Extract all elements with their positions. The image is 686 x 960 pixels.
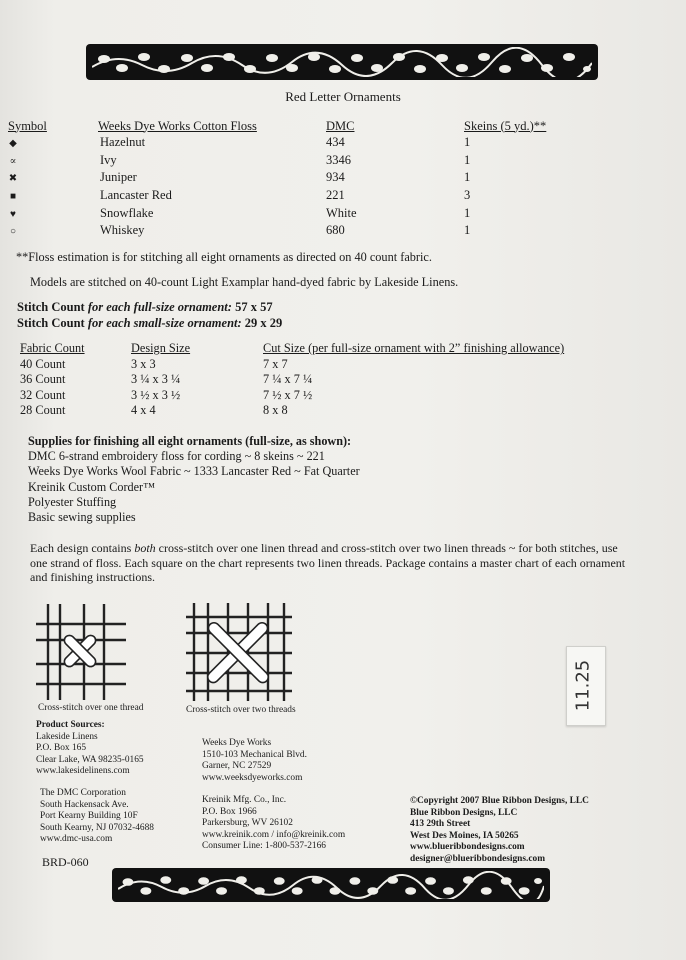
skeins-count: 1	[464, 223, 471, 238]
header-fabric-count: Fabric Count	[20, 341, 85, 356]
copyright-line: designer@blueribbondesigns.com	[410, 853, 546, 864]
design-size: 3 ½ x 3 ½	[131, 387, 181, 402]
supplies-heading: Supplies for finishing all eight ornaments (full-size, as shown):	[28, 434, 352, 448]
list-item: Kreinik Custom Corder™	[28, 479, 156, 494]
floral-vine-icon	[92, 47, 592, 77]
diagram-caption-one-thread: Cross-stitch over one thread	[38, 703, 144, 713]
skeins-count: 3	[464, 188, 471, 203]
floss-name: Lancaster Red	[100, 188, 172, 203]
source-kreinik	[202, 795, 345, 853]
table-row	[20, 403, 603, 419]
source-line: Weeks Dye Works	[202, 738, 272, 748]
table-row	[8, 169, 584, 187]
cut-size: 7 ¼ x 7 ¼	[263, 372, 313, 387]
copyright-line: Blue Ribbon Designs, LLC	[410, 807, 518, 818]
skeins-count: 1	[464, 170, 471, 185]
source-line: www.kreinik.com / info@kreinik.com	[202, 829, 346, 840]
supplies-list	[28, 434, 360, 525]
header-skeins: Skeins (5 yd.)**	[464, 118, 547, 133]
floss-table-header	[8, 118, 584, 134]
design-size: 3 x 3	[131, 356, 156, 371]
design-size: 4 x 4	[131, 403, 156, 418]
source-line: Kreinik Mfg. Co., Inc.	[202, 795, 287, 805]
copyright-line: ©Copyright 2007 Blue Ribbon Designs, LLC	[410, 796, 589, 806]
floss-name: Hazelnut	[100, 135, 146, 150]
floral-vine-icon	[118, 871, 544, 899]
dmc-number: White	[326, 205, 357, 220]
floss-name: Juniper	[100, 170, 137, 185]
source-line: Parkersburg, WV 26102	[202, 818, 293, 829]
source-line: www.dmc-usa.com	[40, 834, 113, 845]
stitch-count-label: Stitch Count	[17, 300, 85, 314]
list-item: Weeks Dye Works Wool Fabric ~ 1333 Lancaster Red ~ Fat Quarter	[28, 464, 360, 479]
source-line: Garner, NC 27529	[202, 761, 272, 772]
table-row	[8, 134, 584, 152]
source-line: South Hackensack Ave.	[40, 799, 129, 810]
cut-size: 7 ½ x 7 ½	[263, 387, 313, 402]
dmc-number: 3346	[326, 152, 351, 167]
table-row	[20, 372, 603, 388]
stitch-count-value: 57 x 57	[235, 300, 273, 314]
alpha-icon: ∝	[9, 155, 17, 167]
source-lakeside	[36, 720, 144, 778]
table-row	[8, 204, 584, 222]
copyright-line: 413 29th Street	[410, 819, 471, 830]
floss-estimation-note: **Floss estimation is for stitching all eight ornaments as directed on 40 count fabric.	[16, 250, 432, 264]
paragraph-text: Each design contains	[30, 541, 135, 555]
stitch-count-value: 29 x 29	[244, 316, 283, 330]
square-icon: ■	[9, 191, 17, 203]
stitch-count-label: Stitch Count	[17, 316, 85, 330]
cut-size: 8 x 8	[263, 403, 288, 418]
table-row	[20, 388, 603, 404]
list-item: Basic sewing supplies	[28, 510, 136, 525]
cross-stitch-two-threads-diagram	[186, 603, 292, 701]
bottom-floral-border	[112, 868, 550, 902]
source-line: P.O. Box 1966	[202, 806, 257, 817]
stitch-count-desc: for each small-size ornament:	[87, 316, 242, 330]
fabric-table-header	[20, 341, 603, 357]
dmc-number: 680	[326, 223, 345, 238]
page-title: Red Letter Ornaments	[285, 89, 401, 104]
source-line: Lakeside Linens	[36, 731, 98, 742]
source-line: P.O. Box 165	[36, 743, 87, 754]
dmc-number: 221	[326, 188, 345, 203]
header-design-size: Design Size	[131, 341, 191, 356]
fabric-count: 28 Count	[20, 403, 66, 418]
header-dmc: DMC	[326, 118, 355, 133]
fabric-count: 36 Count	[20, 372, 66, 387]
table-row	[20, 357, 603, 373]
top-floral-border	[86, 44, 598, 80]
product-code: BRD-060	[42, 855, 89, 869]
dmc-number: 934	[326, 170, 345, 185]
stitch-count-desc: for each full-size ornament:	[87, 300, 232, 314]
paragraph-text: cross-stitch over one linen thread and cross-stitch over two linen threads ~ for both stitches, use one strand of floss. Each square on the chart represents two linen threads. Package contains a master chart of each ornament and finishing instructions.	[30, 541, 626, 584]
cross-icon: ✖	[8, 173, 18, 185]
dmc-number: 434	[326, 135, 345, 150]
diagram-caption-two-threads: Cross-stitch over two threads	[186, 705, 296, 715]
header-floss: Weeks Dye Works Cotton Floss	[98, 118, 257, 133]
heart-icon: ♥	[10, 208, 16, 220]
price-sticker	[566, 646, 606, 726]
skeins-count: 1	[464, 135, 471, 150]
copyright-line: www.blueribbondesigns.com	[410, 842, 525, 853]
stitch-description	[30, 541, 630, 585]
diamond-icon: ◆	[9, 138, 17, 150]
table-row	[8, 152, 584, 170]
source-weeks	[202, 738, 307, 784]
floss-name: Ivy	[100, 152, 117, 167]
fabric-count: 32 Count	[20, 387, 66, 402]
source-line: The DMC Corporation	[40, 788, 126, 798]
sources-heading: Product Sources:	[36, 720, 105, 730]
circle-icon: ○	[9, 226, 17, 238]
copyright-block	[410, 796, 589, 866]
source-line: www.lakesidelinens.com	[36, 766, 130, 777]
source-line: Port Kearny Building 10F	[40, 811, 138, 822]
stitch-count-full	[17, 300, 273, 315]
floss-table	[8, 118, 584, 240]
copyright-line: West Des Moines, IA 50265	[410, 830, 519, 841]
floss-name: Whiskey	[100, 223, 145, 238]
price-label: 11.25	[572, 659, 594, 712]
models-note: Models are stitched on 40-count Light Examplar hand-dyed fabric by Lakeside Linens.	[30, 275, 459, 289]
table-row	[8, 187, 584, 205]
list-item: Polyester Stuffing	[28, 494, 117, 509]
source-line: Clear Lake, WA 98235-0165	[36, 754, 144, 765]
fabric-table	[20, 341, 603, 419]
source-line: www.weeksdyeworks.com	[202, 772, 303, 783]
fabric-count: 40 Count	[20, 356, 66, 371]
paragraph-emphasis: both	[134, 541, 156, 555]
table-row	[8, 222, 584, 240]
source-line: 1510-103 Mechanical Blvd.	[202, 749, 307, 760]
source-line: Consumer Line: 1-800-537-2166	[202, 841, 326, 852]
skeins-count: 1	[464, 205, 471, 220]
cross-stitch-one-thread-diagram	[36, 604, 126, 700]
source-dmc	[40, 788, 154, 846]
stitch-count-small	[17, 316, 282, 331]
design-size: 3 ¼ x 3 ¼	[131, 372, 181, 387]
list-item: DMC 6-strand embroidery floss for cording ~ 8 skeins ~ 221	[28, 449, 325, 464]
header-symbol: Symbol	[8, 118, 47, 133]
skeins-count: 1	[464, 152, 471, 167]
floss-name: Snowflake	[100, 205, 154, 220]
cut-size: 7 x 7	[263, 356, 288, 371]
header-cut-size: Cut Size (per full-size ornament with 2” finishing allowance)	[263, 341, 565, 356]
source-line: South Kearny, NJ 07032-4688	[40, 822, 154, 833]
